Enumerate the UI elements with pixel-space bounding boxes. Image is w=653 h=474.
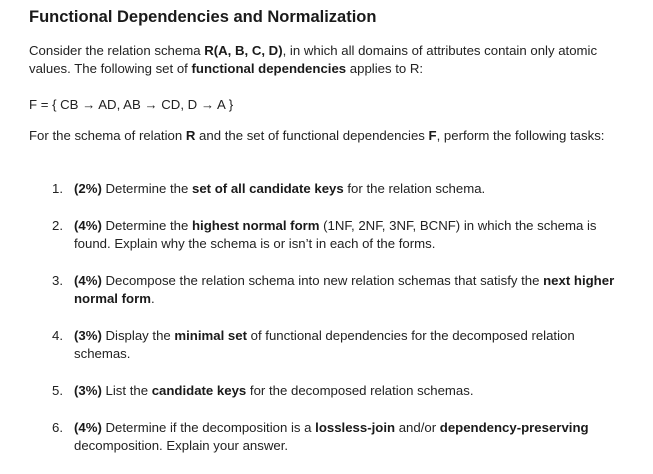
task-text: Determine if the decomposition is a — [101, 420, 316, 435]
task-text: . — [150, 291, 155, 306]
task-item — [52, 180, 624, 198]
task-text: decomposition. Explain your answer. — [74, 438, 289, 453]
task-text: (1NF, 2NF, 3NF, BCNF) in which the schema is found. Explain why the schema is or isn’t in each of the forms. — [74, 218, 597, 251]
intro-text-2: , in which all domains of attributes contain only atomic values. The following set of — [29, 43, 598, 76]
task-text: Determine the — [101, 218, 192, 233]
instruction-paragraph — [29, 127, 629, 145]
task-list — [52, 180, 624, 474]
task-number: 4. — [52, 328, 63, 343]
task-text: and/or — [395, 420, 440, 435]
task-number: 6. — [52, 420, 63, 435]
task-emphasis: dependency-preserving — [439, 420, 589, 435]
task-item — [52, 272, 624, 308]
task-text: List the — [101, 383, 152, 398]
task-number: 2. — [52, 218, 63, 233]
task-points: (2%) — [74, 181, 102, 196]
task-item — [52, 217, 624, 253]
task-emphasis: lossless-join — [315, 420, 396, 435]
document-title: Functional Dependencies and Normalization — [29, 8, 377, 26]
task-points: (4%) — [74, 218, 102, 233]
relation-r: R — [185, 128, 196, 143]
intro-paragraph — [29, 42, 629, 78]
task-text: Determine the — [101, 181, 192, 196]
fd-set: F = { CB → AD, AB → CD, D → A } — [29, 97, 234, 112]
task-item — [52, 382, 624, 400]
relation-schema-name: R(A, B, C, D) — [204, 43, 283, 58]
task-emphasis: candidate keys — [151, 383, 247, 398]
task-number: 5. — [52, 383, 63, 398]
task-points: (3%) — [74, 328, 102, 343]
task-item — [52, 419, 624, 455]
task-number: 3. — [52, 273, 63, 288]
task-emphasis: next higher normal form — [74, 273, 615, 306]
task-text: of functional dependencies for the decomposed relation schemas. — [74, 328, 575, 361]
task-number: 1. — [52, 181, 63, 196]
task-text: for the relation schema. — [343, 181, 486, 196]
task-points: (3%) — [74, 383, 102, 398]
task-emphasis: set of all candidate keys — [192, 181, 344, 196]
functional-dependencies-term: functional dependencies — [191, 61, 347, 76]
task-points: (4%) — [74, 420, 102, 435]
task-points: (4%) — [74, 273, 102, 288]
instruction-text-3: , perform the following tasks: — [436, 128, 605, 143]
task-text: for the decomposed relation schemas. — [246, 383, 474, 398]
instruction-text-2: and the set of functional dependencies — [195, 128, 429, 143]
task-text: Decompose the relation schema into new relation schemas that satisfy the — [101, 273, 544, 288]
task-emphasis: minimal set — [174, 328, 247, 343]
intro-text-3: applies to R: — [346, 61, 424, 76]
intro-text-1: Consider the relation schema — [29, 43, 205, 58]
task-emphasis: highest normal form — [192, 218, 320, 233]
instruction-text-1: For the schema of relation — [29, 128, 186, 143]
task-item — [52, 327, 624, 363]
task-text: Display the — [101, 328, 175, 343]
fd-set-f: F — [428, 128, 437, 143]
